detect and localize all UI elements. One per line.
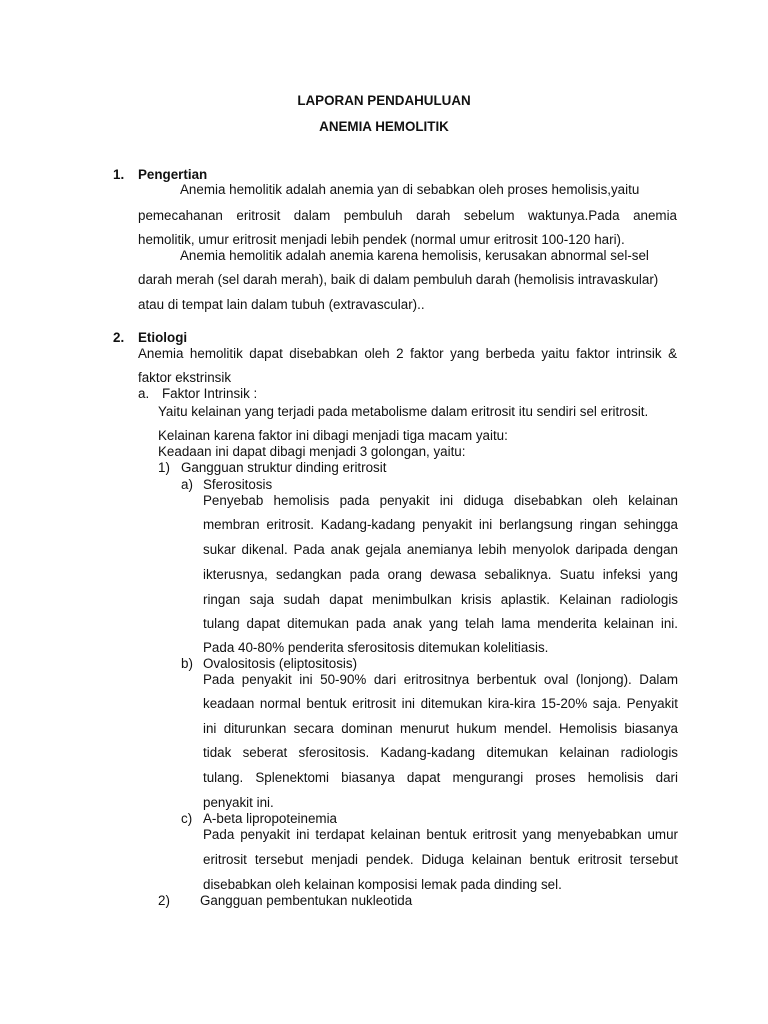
list-a-text-2: Kelainan karena faktor ini dibagi menjadi tiga macam yaitu: [158,428,508,443]
sub-b-line4: tidak seberat sferositosis. Kadang-kadang ditemukan kelainan radiologis [203,745,678,760]
title-line-1: LAPORAN PENDAHULUAN [297,93,471,108]
sub-a-line2: membran eritrosit. Kadang-kadang penyakit ini berlangsung ringan sehingga [203,517,678,532]
section-1-heading: Pengertian [138,167,208,182]
sub-b-line3: ini diturunkan secara dominan menurut hukum mendel. Hemolisis biasanya [203,721,678,736]
sub-b-line2: keadaan normal bentuk eritrosit ini ditemukan kira-kira 15-20% saja. Penyakit [203,696,678,711]
item-2-number: 2) [158,893,170,908]
sub-a-line1: Penyebab hemolisis pada penyakit ini diduga disebabkan oleh kelainan [203,493,678,508]
sub-c-line3: disebabkan oleh kelainan komposisi lemak pada dinding sel. [203,877,562,892]
sub-c-label: A-beta lipropoteinemia [203,811,337,826]
item-2-label: Gangguan pembentukan nukleotida [200,893,413,908]
sub-a-line7: Pada 40-80% penderita sferositosis ditemukan kolelitiasis. [203,640,549,655]
sub-c-marker: c) [181,811,193,826]
list-a-text-3: Keadaan ini dapat dibagi menjadi 3 golongan, yaitu: [158,444,466,459]
sub-a-line5: ringan saja sudah dapat menimbulkan krisis aplastik. Kelainan radiologis [203,592,678,607]
sub-b-marker: b) [181,656,193,671]
sub-c-line1: Pada penyakit ini terdapat kelainan bentuk eritrosit yang menyebabkan umur [203,827,678,842]
sec2-intro-line1: Anemia hemolitik dapat disebabkan oleh 2 faktor yang berbeda yaitu faktor intrinsik & [138,346,677,361]
sec1-p2-line1: Anemia hemolitik adalah anemia karena hemolisis, kerusakan abnormal sel-sel [180,248,649,263]
sub-a-line6: tulang dapat ditemukan pada anak yang telah lama menderita kelainan ini. [203,616,678,631]
list-a-text-1: Yaitu kelainan yang terjadi pada metabolisme dalam eritrosit itu sendiri sel eritrosit. [158,404,649,419]
sub-a-line4: ikterusnya, sedangkan pada orang dewasa sebaliknya. Suatu infeksi yang [203,567,678,582]
sec1-p2-line3: atau di tempat lain dalam tubuh (extravascular).. [138,297,425,312]
sec1-p1-line1: Anemia hemolitik adalah anemia yan di sebabkan oleh proses hemolisis,yaitu [180,182,640,197]
sub-a-label: Sferositosis [203,477,273,492]
section-1-number: 1. [113,167,125,182]
list-a-marker: a. [138,386,150,401]
sub-b-line6: penyakit ini. [203,795,274,810]
sub-a-line3: sukar dikenal. Pada anak gejala anemianya lebih menyolok daripada dengan [203,542,678,557]
title-line-2: ANEMIA HEMOLITIK [319,119,449,134]
item-1-number: 1) [158,460,170,475]
sub-b-label: Ovalositosis (eliptositosis) [203,656,358,671]
sub-b-line1: Pada penyakit ini 50-90% dari eritrositnya berbentuk oval (lonjong). Dalam [203,672,678,687]
sec1-p1-line3: hemolitik, umur eritrosit menjadi lebih pendek (normal umur eritrosit 100-120 hari). [138,232,625,247]
sub-a-marker: a) [181,477,193,492]
sec2-intro-line2: faktor ekstrinsik [138,370,232,385]
item-1-label: Gangguan struktur dinding eritrosit [181,460,387,475]
sec1-p1-line2: pemecahanan eritrosit dalam pembuluh darah sebelum waktunya.Pada anemia [138,208,677,223]
sec1-p2-line2: darah merah (sel darah merah), baik di dalam pembuluh darah (hemolisis intravaskular) [138,272,659,287]
list-a-label: Faktor Intrinsik : [162,386,258,401]
sub-b-line5: tulang. Splenektomi biasanya dapat mengurangi proses hemolisis dari [203,770,678,785]
section-2-heading: Etiologi [138,330,188,345]
sub-c-line2: eritrosit tersebut menjadi pendek. Diduga kelainan bentuk eritrosit tersebut [203,852,678,867]
section-2-number: 2. [113,330,125,345]
